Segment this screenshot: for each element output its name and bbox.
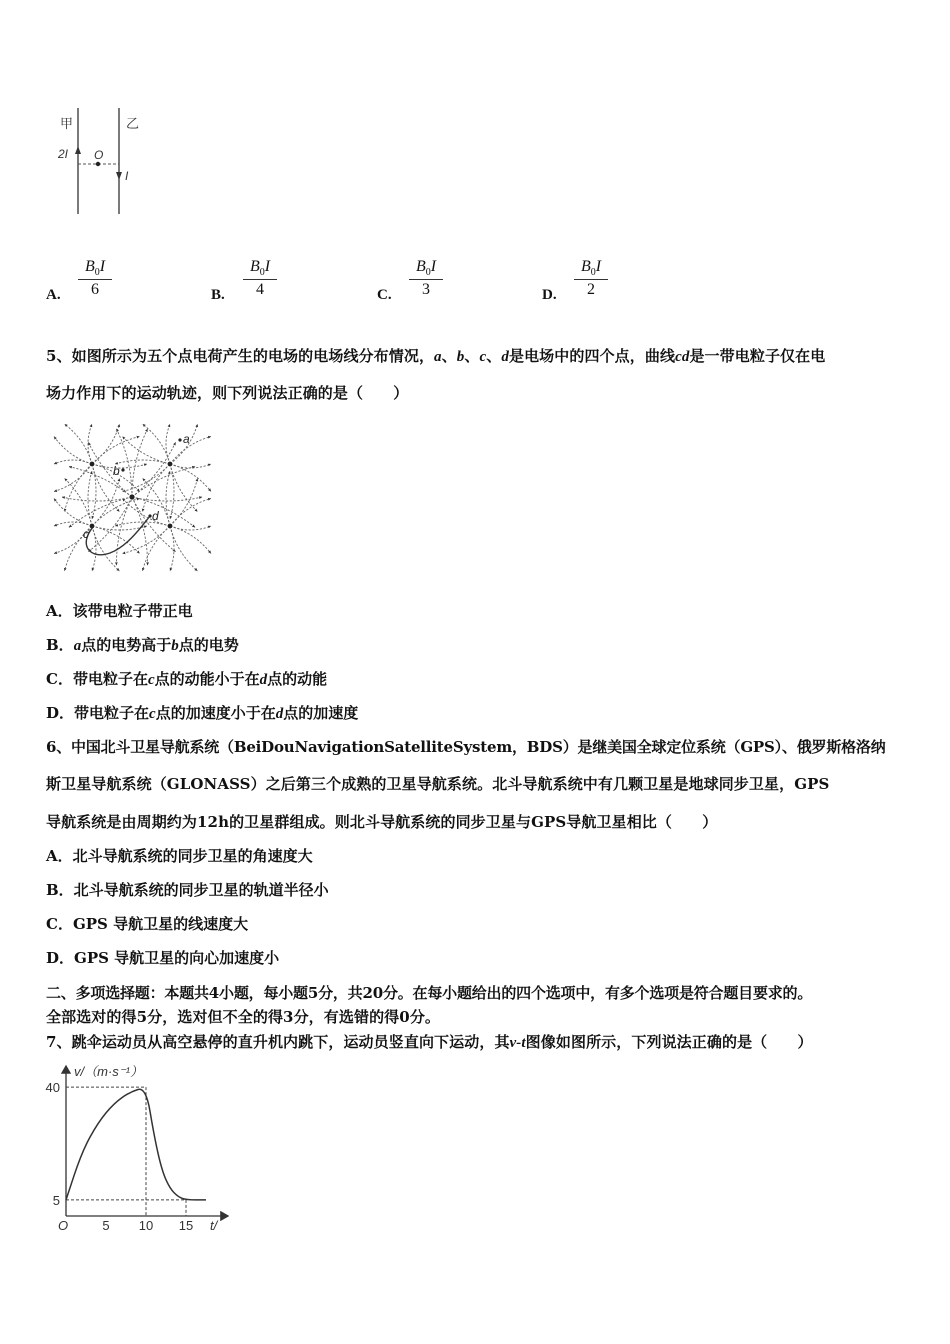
q5-stem-line1: 5、如图所示为五个点电荷产生的电场的电场线分布情况，a、b、c、d是电场中的四个点，曲线cd是一带电粒子仅在电 [46, 347, 826, 365]
field-arrow-47 [65, 478, 68, 481]
y-axis-label: v/（m·s⁻¹） [74, 1064, 143, 1079]
field-line-31 [62, 497, 132, 501]
current-arrow-up [75, 146, 81, 154]
field-arrow-15 [195, 509, 198, 512]
field-arrow-28 [146, 562, 149, 565]
option-letter: A. [46, 287, 61, 303]
label-c: c [83, 527, 89, 541]
field-arrow-26 [192, 525, 195, 528]
q6-stem-line2: 斯卫星导航系统（GLONASS）之后第三个成熟的卫星导航系统。北斗导航系统中有几颗卫星是地球同步卫星，GPS [46, 775, 830, 793]
field-arrow-29 [115, 562, 118, 565]
origin-label: O [58, 1218, 69, 1233]
field-line-59 [166, 471, 170, 526]
q6-stem-line1: 6、中国北斗卫星导航系统（BeiDouNavigationSatelliteSystem，BDS）是继美国全球定位系统（GPS）、俄罗斯格洛纳 [46, 738, 886, 756]
field-line-47 [88, 471, 92, 526]
field-arrow-31 [69, 525, 72, 528]
option-letter: C. [377, 287, 392, 303]
field-arrow-37 [173, 442, 176, 445]
charge-top-left [90, 462, 95, 467]
label-i: I [125, 169, 129, 183]
q6-stem-line3: 导航系统是由周期约为12h的卫星群组成。则北斗导航系统的同步卫星与GPS导航卫星相比（ ） [46, 813, 718, 831]
label-b: b [113, 464, 120, 478]
field-line-16 [143, 464, 171, 512]
option-fraction: $\frac{B_0I}{3}$ [409, 258, 443, 299]
field-line-27 [132, 497, 148, 565]
field-arrow-8 [54, 437, 57, 440]
field-arrow-59 [143, 478, 146, 481]
charge-bottom-right [168, 524, 173, 529]
field-arrow-43 [64, 568, 67, 571]
point-a [178, 438, 181, 441]
charge-center [129, 494, 134, 499]
x-tick-10: 10 [138, 1218, 154, 1233]
velocity-curve [66, 1089, 206, 1200]
q5-option-b[interactable]: B．a点的电势高于b点的电势 [46, 636, 239, 654]
label-jia: 甲 [60, 116, 74, 131]
y-tick-5: 5 [52, 1192, 60, 1208]
point-o [96, 162, 100, 166]
field-line-35 [132, 429, 148, 497]
y-tick-40: 40 [45, 1080, 60, 1096]
q6-option-d[interactable]: D．GPS 导航卫星的向心加速度小 [46, 949, 280, 967]
field-line-11 [92, 437, 140, 465]
q5-field-lines-figure [50, 420, 215, 575]
section2-line2: 全部选对的得5分，选对但不全的得3分，有选错的得0分。 [46, 1008, 441, 1026]
q5-option-d[interactable]: D．带电粒子在c点的加速度小于在d点的加速度 [46, 704, 359, 722]
field-line-28 [116, 497, 132, 565]
q6-option-b[interactable]: B．北斗导航系统的同步卫星的轨道半径小 [46, 881, 329, 899]
guide-lines [66, 1087, 186, 1216]
section2-line1: 二、多项选择题：本题共4小题，每小题5分，共20分。在每小题给出的四个选项中，有多个选项是符合题目要求的。 [46, 984, 813, 1002]
field-line-49 [92, 499, 140, 527]
field-line-21 [166, 424, 170, 464]
q6-option-c[interactable]: C．GPS 导航卫星的线速度大 [46, 915, 249, 933]
current-arrow-down [116, 172, 122, 180]
field-arrow-23 [195, 424, 198, 427]
field-line-50 [170, 526, 211, 530]
q5-stem-line2: 场力作用下的运动轨迹，则下列说法正确的是（ ） [46, 384, 409, 402]
charge-bottom-left [90, 524, 95, 529]
label-d: d [152, 509, 159, 523]
field-line-4 [65, 464, 93, 512]
option-fraction: $\frac{B_0I}{2}$ [574, 258, 608, 299]
x-tick-15: 15 [178, 1218, 194, 1233]
x-tick-5: 5 [102, 1218, 110, 1233]
option-letter: D. [542, 287, 557, 303]
q7-stem: 7、跳伞运动员从高空悬停的直升机内跳下，运动员竖直向下运动，其v-t图像如图所示，下列说法正确的是（ ） [46, 1033, 813, 1051]
q4-wires-figure [50, 108, 160, 220]
option-fraction: $\frac{B_0I}{4}$ [243, 258, 277, 299]
label-o: O [94, 148, 104, 162]
q7-vt-chart [36, 1058, 236, 1238]
option-fraction: $\frac{B_0I}{6}$ [78, 258, 112, 299]
field-line-24 [132, 497, 202, 501]
q5-option-c[interactable]: C．带电粒子在c点的动能小于在d点的动能 [46, 670, 328, 688]
charge-top-right [168, 462, 173, 467]
field-line-60 [170, 478, 198, 526]
label-2i: 2I [58, 147, 69, 161]
field-line-61 [170, 499, 211, 527]
field-arrow-46 [54, 499, 57, 502]
field-arrow-20 [122, 437, 125, 440]
option-letter: B. [211, 287, 225, 303]
x-axis-label: t/ [210, 1218, 218, 1233]
q6-option-a[interactable]: A．北斗导航系统的同步卫星的角速度大 [46, 847, 313, 865]
q5-option-a[interactable]: A．该带电粒子带正电 [46, 602, 193, 620]
field-arrow-3 [117, 509, 120, 512]
field-arrow-11 [117, 424, 120, 427]
field-arrow-40 [137, 551, 140, 554]
field-arrow-34 [88, 442, 91, 445]
label-a: a [183, 432, 190, 446]
point-b [121, 468, 124, 471]
label-yi: 乙 [126, 116, 140, 131]
field-line-15 [170, 464, 174, 519]
field-line-34 [116, 429, 132, 497]
field-line-10 [92, 424, 120, 464]
field-arrow-36 [145, 429, 148, 432]
field-arrow-55 [142, 568, 145, 571]
